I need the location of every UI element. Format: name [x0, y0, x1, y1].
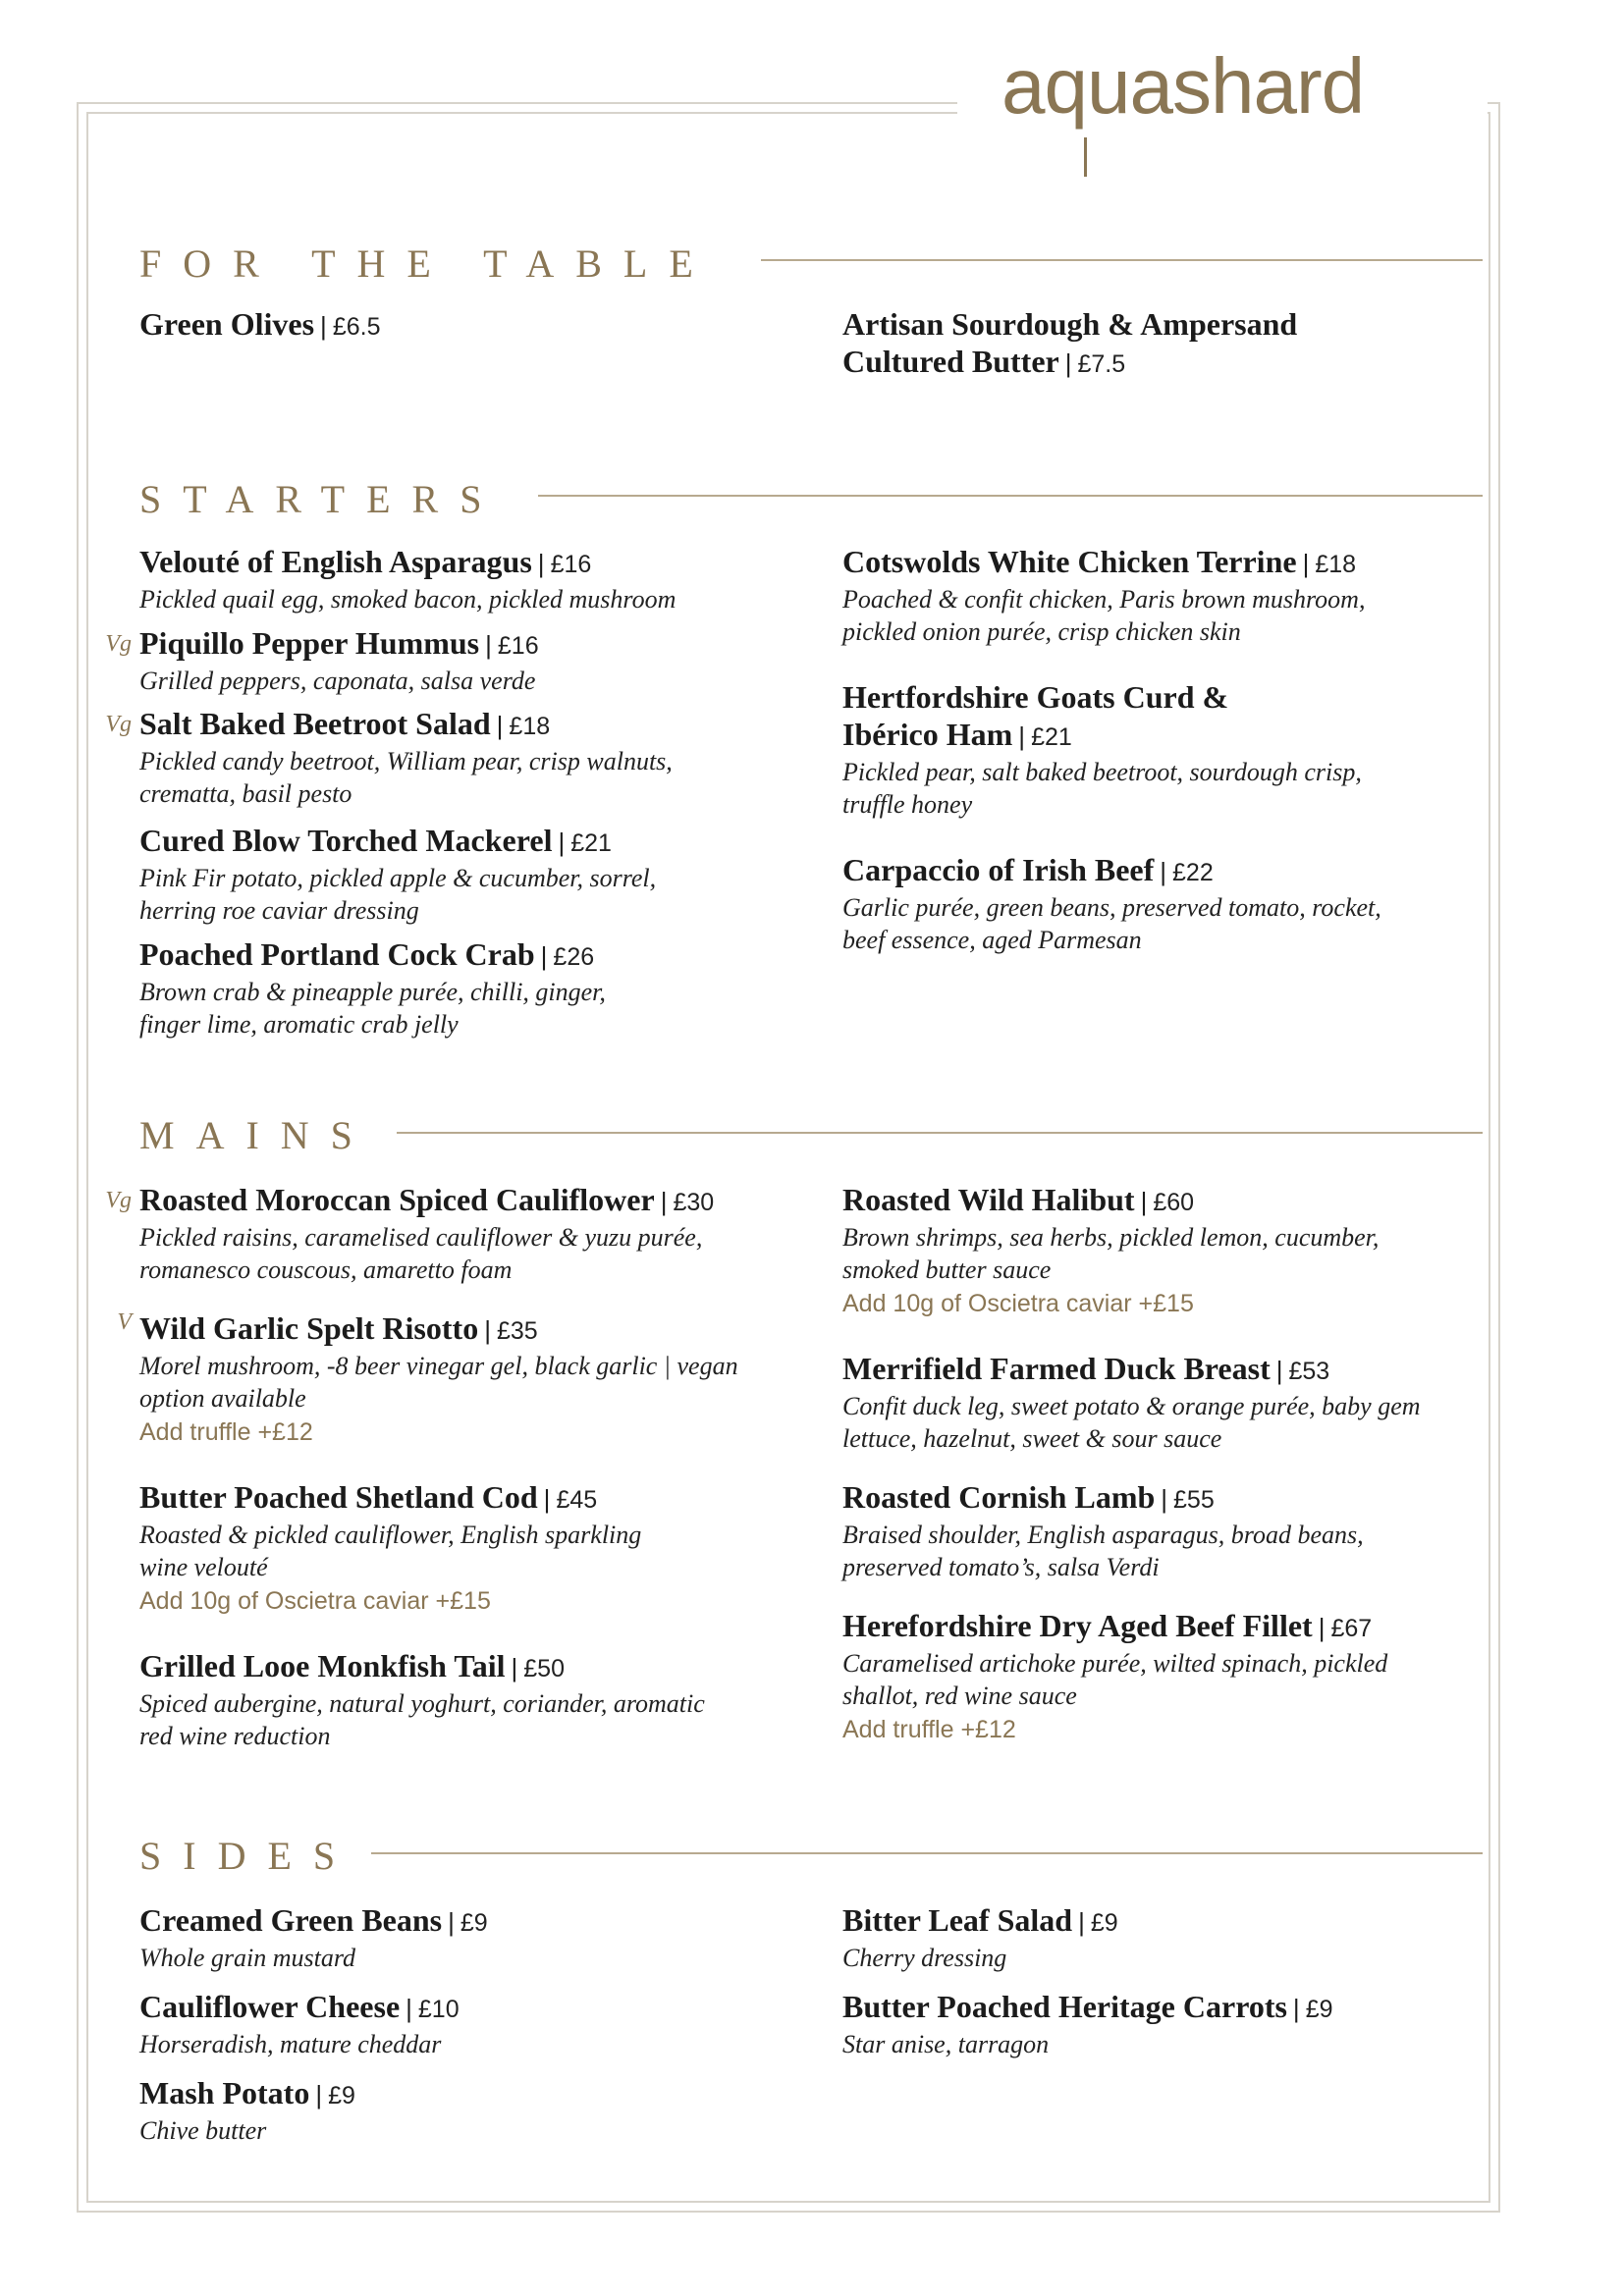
- dish-description: Cherry dressing: [842, 1944, 1007, 1972]
- dish-price: £26: [553, 943, 595, 971]
- menu-item: [842, 543, 1510, 648]
- price-separator: |: [448, 1907, 455, 1937]
- dish-name: Hertfordshire Goats Curd &: [842, 679, 1229, 715]
- dish-addon: Add 10g of Oscietra caviar +£15: [139, 1587, 491, 1615]
- dish-description: Pickled candy beetroot, William pear, crisp walnuts,: [139, 747, 673, 775]
- dish-name: Bitter Leaf Salad: [842, 1902, 1073, 1938]
- dish-description: Poached & confit chicken, Paris brown mushroom,: [842, 585, 1366, 614]
- dish-name: Carpaccio of Irish Beef: [842, 852, 1155, 887]
- section-rule: [761, 259, 1483, 261]
- dish-name: Poached Portland Cock Crab: [139, 936, 535, 972]
- menu-item: [842, 1988, 1510, 2060]
- menu-item: [139, 1647, 807, 1752]
- price-separator: |: [320, 311, 327, 341]
- menu-item: [139, 705, 807, 810]
- dish-price: £10: [417, 1996, 460, 2023]
- dish-price: £16: [550, 551, 592, 578]
- dish-name-continued: Cultured Butter: [842, 344, 1059, 379]
- dish-price: £67: [1330, 1615, 1373, 1642]
- section-title: STARTERS: [139, 476, 504, 521]
- dish-price: £18: [1315, 551, 1357, 578]
- dish-addon: Add truffle +£12: [139, 1418, 313, 1446]
- dish-description: Roasted & pickled cauliflower, English sparkling: [139, 1521, 642, 1549]
- dish-price: £16: [497, 632, 539, 660]
- dish-name: Merrifield Farmed Duck Breast: [842, 1351, 1271, 1386]
- menu-item: [139, 2074, 807, 2147]
- section-rule: [397, 1132, 1483, 1134]
- dish-price: £45: [556, 1486, 598, 1514]
- dish-price: £9: [328, 2082, 355, 2109]
- dish-description: pickled onion purée, crisp chicken skin: [842, 617, 1241, 646]
- price-separator: |: [315, 2080, 323, 2109]
- dish-description: Pink Fir potato, pickled apple & cucumber, sorrel,: [139, 864, 657, 892]
- dish-description: Brown shrimps, sea herbs, pickled lemon, cucumber,: [842, 1223, 1380, 1252]
- dish-price: £18: [509, 713, 551, 740]
- dish-name: Roasted Cornish Lamb: [842, 1479, 1156, 1515]
- menu-item: [139, 1309, 807, 1450]
- dish-description: Caramelised artichoke purée, wilted spinach, pickled: [842, 1649, 1388, 1678]
- dish-price: £21: [1031, 723, 1072, 751]
- price-separator: |: [1318, 1613, 1326, 1642]
- menu-item: [139, 935, 807, 1041]
- section-rule: [371, 1852, 1483, 1854]
- dish-description: Pickled quail egg, smoked bacon, pickled mushroom: [139, 585, 677, 614]
- dish-description: Morel mushroom, -8 beer vinegar gel, black garlic | vegan: [139, 1352, 738, 1380]
- dish-price: £55: [1173, 1486, 1215, 1514]
- dish-description: Pickled pear, salt baked beetroot, sourdough crisp,: [842, 758, 1362, 786]
- vegan-marker: Vg: [105, 631, 132, 657]
- dish-description: option available: [139, 1384, 306, 1413]
- menu-item: [139, 822, 807, 927]
- dish-name: Green Olives: [139, 306, 315, 342]
- price-separator: |: [1302, 549, 1310, 578]
- dish-price: £9: [460, 1909, 488, 1937]
- price-separator: |: [1078, 1907, 1085, 1937]
- dish-description: Horseradish, mature cheddar: [139, 2030, 442, 2058]
- dish-name: Butter Poached Heritage Carrots: [842, 1989, 1287, 2024]
- dish-description: smoked butter sauce: [842, 1255, 1052, 1284]
- menu-item: [139, 1988, 807, 2060]
- menu-item: [139, 543, 807, 615]
- section-heading-starters: [139, 476, 504, 521]
- dish-description: lettuce, hazelnut, sweet & sour sauce: [842, 1424, 1222, 1453]
- price-separator: |: [537, 549, 545, 578]
- dish-name: Herefordshire Dry Aged Beef Fillet: [842, 1608, 1313, 1643]
- dish-description: Whole grain mustard: [139, 1944, 356, 1972]
- dish-price: £22: [1172, 859, 1214, 886]
- vegan-marker: Vg: [105, 1188, 132, 1213]
- dish-name: Cauliflower Cheese: [139, 1989, 401, 2024]
- price-separator: |: [1018, 721, 1026, 751]
- menu-item: [842, 305, 1510, 383]
- dish-name: Roasted Wild Halibut: [842, 1182, 1135, 1217]
- dish-description: Grilled peppers, caponata, salsa verde: [139, 667, 536, 695]
- dish-price: £50: [523, 1655, 565, 1682]
- dish-name: Cotswolds White Chicken Terrine: [842, 544, 1297, 579]
- logo-stem: [1084, 137, 1087, 177]
- dish-name: Artisan Sourdough & Ampersand: [842, 306, 1298, 342]
- dish-description: truffle honey: [842, 790, 973, 819]
- section-title: SIDES: [139, 1833, 357, 1878]
- dish-description: Confit duck leg, sweet potato & orange purée, baby gem: [842, 1392, 1421, 1420]
- section-heading-mains: [139, 1112, 374, 1157]
- menu-item: [842, 1478, 1510, 1583]
- dish-name: Salt Baked Beetroot Salad: [139, 706, 491, 741]
- dish-description: red wine reduction: [139, 1722, 331, 1750]
- price-separator: |: [540, 941, 548, 971]
- dish-name: Mash Potato: [139, 2075, 310, 2110]
- price-separator: |: [406, 1994, 412, 2023]
- dish-description: beef essence, aged Parmesan: [842, 926, 1142, 954]
- price-separator: |: [1064, 348, 1072, 378]
- section-rule: [538, 495, 1483, 497]
- price-separator: |: [1160, 857, 1167, 886]
- dish-description: Chive butter: [139, 2116, 267, 2145]
- dish-description: Star anise, tarragon: [842, 2030, 1050, 2058]
- section-heading-for-the-table: [139, 240, 715, 286]
- dish-description: Spiced aubergine, natural yoghurt, coriander, aromatic: [139, 1689, 705, 1718]
- section-title: MAINS: [139, 1112, 374, 1157]
- section-title: FOR THE TABLE: [139, 240, 715, 286]
- dish-price: £7.5: [1077, 350, 1126, 378]
- price-separator: |: [1140, 1187, 1148, 1216]
- menu-item: [842, 1607, 1510, 1747]
- price-separator: |: [543, 1484, 551, 1514]
- dish-price: £6.5: [332, 313, 381, 341]
- menu-item: [139, 1478, 807, 1619]
- dish-description: romanesco couscous, amaretto foam: [139, 1255, 513, 1284]
- dish-description: Braised shoulder, English asparagus, broad beans,: [842, 1521, 1364, 1549]
- dish-price: £53: [1288, 1358, 1330, 1385]
- dish-name: Wild Garlic Spelt Risotto: [139, 1310, 479, 1346]
- dish-name: Roasted Moroccan Spiced Cauliflower: [139, 1182, 655, 1217]
- price-separator: |: [484, 1315, 491, 1345]
- dish-addon: Add 10g of Oscietra caviar +£15: [842, 1290, 1194, 1317]
- price-separator: |: [558, 828, 566, 857]
- menu-item: [139, 305, 807, 346]
- menu-item: [139, 624, 807, 697]
- dish-name: Grilled Looe Monkfish Tail: [139, 1648, 506, 1683]
- dish-description: Pickled raisins, caramelised cauliflower & yuzu purée,: [139, 1223, 703, 1252]
- dish-addon: Add truffle +£12: [842, 1716, 1016, 1743]
- section-heading-sides: [139, 1833, 357, 1878]
- menu-item: [842, 678, 1510, 821]
- dish-price: £21: [570, 829, 612, 857]
- price-separator: |: [660, 1187, 668, 1216]
- dish-description: Garlic purée, green beans, preserved tomato, rocket,: [842, 893, 1381, 922]
- vegan-marker: Vg: [105, 712, 132, 737]
- dish-name: Cured Blow Torched Mackerel: [139, 823, 553, 858]
- price-separator: |: [511, 1653, 518, 1682]
- price-separator: |: [1292, 1994, 1300, 2023]
- dish-name-continued: Ibérico Ham: [842, 717, 1013, 752]
- menu-item: [842, 851, 1510, 956]
- menu-item: [139, 1901, 807, 1974]
- dish-name: Creamed Green Beans: [139, 1902, 443, 1938]
- price-separator: |: [485, 630, 492, 660]
- dish-name: Velouté of English Asparagus: [139, 544, 532, 579]
- dish-price: £35: [496, 1317, 538, 1345]
- dish-price: £9: [1090, 1909, 1118, 1937]
- vegetarian-marker: V: [117, 1309, 132, 1335]
- brand-logo: aquashard: [1001, 42, 1365, 130]
- dish-description: preserved tomato’s, salsa Verdi: [842, 1553, 1160, 1581]
- dish-price: £60: [1153, 1189, 1195, 1216]
- dish-name: Piquillo Pepper Hummus: [139, 625, 480, 661]
- dish-description: finger lime, aromatic crab jelly: [139, 1010, 459, 1039]
- menu-item: [139, 1181, 807, 1286]
- dish-description: herring roe caviar dressing: [139, 896, 419, 925]
- dish-description: Brown crab & pineapple purée, chilli, ginger,: [139, 978, 606, 1006]
- dish-description: shallot, red wine sauce: [842, 1682, 1077, 1710]
- price-separator: |: [496, 711, 504, 740]
- dish-name: Butter Poached Shetland Cod: [139, 1479, 538, 1515]
- menu-item: [842, 1350, 1510, 1455]
- dish-description: wine velouté: [139, 1553, 268, 1581]
- price-separator: |: [1161, 1484, 1168, 1514]
- menu-item: [842, 1901, 1510, 1974]
- dish-description: crematta, basil pesto: [139, 779, 352, 808]
- dish-price: £30: [673, 1189, 715, 1216]
- menu-item: [842, 1181, 1510, 1321]
- dish-price: £9: [1305, 1996, 1333, 2023]
- price-separator: |: [1275, 1356, 1283, 1385]
